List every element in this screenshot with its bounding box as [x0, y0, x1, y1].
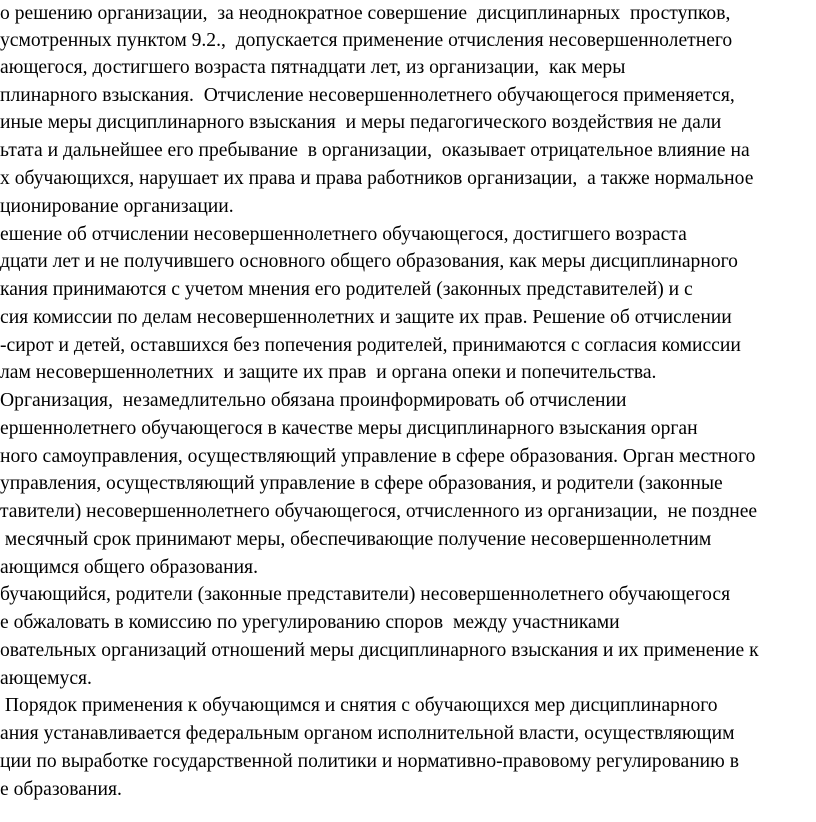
text-line-6: ьтата и дальнейшее его пребывание в организации, оказывает отрицательное влияние на — [0, 140, 750, 161]
text-line-25: ающемуся. — [0, 668, 92, 689]
text-line-1: о решению организации, за неоднократное совершение дисциплинарных проступков, — [0, 3, 731, 24]
text-line-14: лам несовершеннолетних и защите их прав и органа опеки и попечительства. — [0, 362, 657, 383]
text-line-11: кания принимаются с учетом мнения его родителей (законных представителей) и с — [0, 279, 693, 300]
text-line-17: ного самоуправления, осуществляющий управление в сфере образования. Орган местного — [0, 446, 756, 467]
text-line-29: е образования. — [0, 779, 122, 800]
text-line-12: сия комиссии по делам несовершеннолетних и защите их прав. Решение об отчислении — [0, 307, 732, 328]
text-line-4: плинарного взыскания. Отчисление несовершеннолетнего обучающегося применяется, — [0, 85, 735, 106]
text-line-8: ционирование организации. — [0, 196, 234, 217]
text-line-20: месячный срок принимают меры, обеспечивающие получение несовершеннолетним — [0, 529, 712, 550]
text-line-27: ания устанавливается федеральным органом исполнительной власти, осуществляющим — [0, 723, 735, 744]
text-line-22: бучающийся, родители (законные представители) несовершеннолетнего обучающегося — [0, 584, 731, 605]
text-line-21: ающимся общего образования. — [0, 557, 258, 578]
text-line-15: Организация, незамедлительно обязана проинформировать об отчислении — [0, 390, 627, 411]
text-line-23: е обжаловать в комиссию по урегулированию споров между участниками — [0, 612, 620, 633]
text-line-3: ающегося, достигшего возраста пятнадцати лет, из организации, как меры — [0, 57, 626, 78]
text-line-26: Порядок применения к обучающимся и снятия с обучающихся мер дисциплинарного — [0, 695, 718, 716]
text-line-19: тавители) несовершеннолетнего обучающегося, отчисленного из организации, не позднее — [0, 501, 758, 522]
text-line-2: усмотренных пунктом 9.2., допускается применение отчисления несовершеннолетнего — [0, 30, 733, 51]
text-line-7: х обучающихся, нарушает их права и права работников организации, а также нормальное — [0, 168, 754, 189]
text-line-28: ции по выработке государственной политики и нормативно-правовому регулированию в — [0, 751, 739, 772]
text-line-13: -сирот и детей, оставшихся без попечения родителей, принимаются с согласия комиссии — [0, 335, 741, 356]
text-line-10: дцати лет и не получившего основного общего образования, как меры дисциплинарного — [0, 251, 738, 272]
text-line-9: ешение об отчислении несовершеннолетнего обучающегося, достигшего возраста — [0, 224, 687, 245]
text-line-24: овательных организаций отношений меры дисциплинарного взыскания и их применение к — [0, 640, 759, 661]
text-line-16: ершеннолетнего обучающегося в качестве меры дисциплинарного взыскания орган — [0, 418, 698, 439]
text-line-5: иные меры дисциплинарного взыскания и меры педагогического воздействия не дали — [0, 112, 722, 133]
text-line-18: управления, осуществляющий управление в сфере образования, и родители (законные — [0, 473, 723, 494]
